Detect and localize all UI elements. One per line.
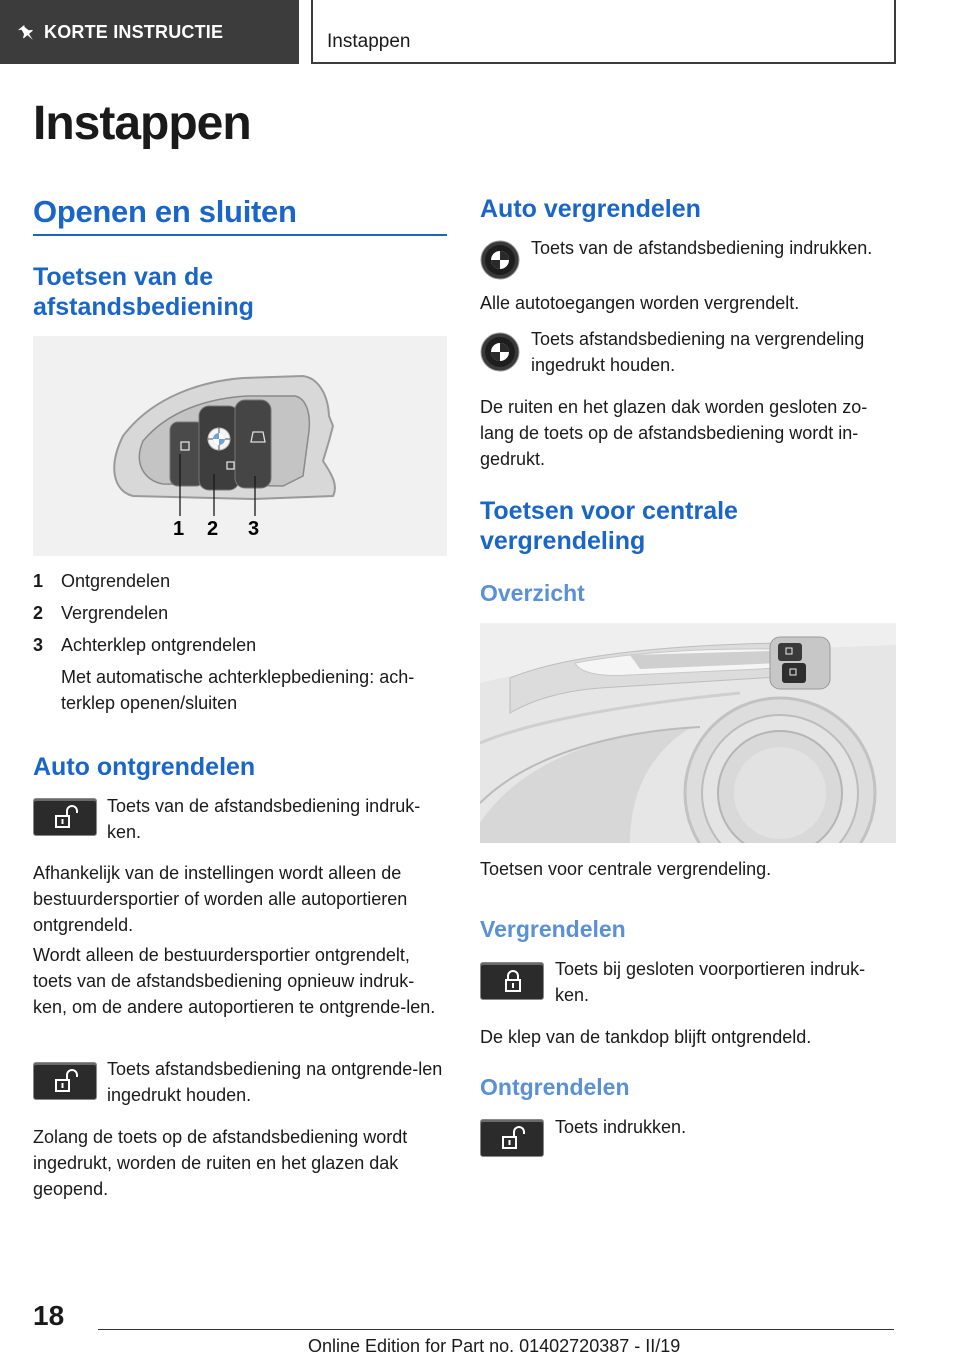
- footer-divider: [98, 1329, 894, 1330]
- unlock-text-2: Afhankelijk van de instellingen wordt alleen de bestuurdersportier of worden alle autoportieren ontgrendeld.: [33, 863, 408, 935]
- remote-keys-heading: Toetsen van de afstandsbediening: [33, 263, 254, 321]
- breadcrumb-label: Instappen: [327, 31, 411, 52]
- lock-key-icon: [480, 962, 544, 1000]
- remote-key-figure: [33, 336, 447, 556]
- figure-label-3: 3: [248, 518, 260, 540]
- list-num: 1: [33, 571, 44, 591]
- list-item: Vergrendelen: [61, 603, 169, 623]
- unlock-text-4: Toets afstandsbediening na ontgrende-len ingedrukt houden.: [107, 1059, 443, 1105]
- lock-text-2: Alle autotoegangen worden vergrendelt.: [480, 293, 800, 313]
- list-subtext: Met automatische achterklepbediening: ach-terklep openen/sluiten: [61, 667, 415, 713]
- central-lock-text-2: De klep van de tankdop blijft ontgrendeld.: [480, 1027, 812, 1047]
- page-number: 18: [33, 1300, 65, 1331]
- bmw-key-icon: [480, 240, 520, 280]
- list-item: Achterklep ontgrendelen: [61, 635, 257, 655]
- lock-heading: Auto vergrendelen: [480, 195, 701, 223]
- remote-key-illustration: [33, 336, 447, 556]
- lock-text-3: Toets afstandsbediening na vergrendeling ingedrukt houden.: [531, 329, 865, 375]
- unlock-subheading: Ontgrendelen: [480, 1074, 630, 1100]
- unlock-text-5: Zolang de toets op de afstandsbediening wordt ingedrukt, worden de ruiten en het glazen dak geopend.: [33, 1127, 408, 1199]
- list-item: Ontgrendelen: [61, 571, 171, 591]
- unlock-heading: Auto ontgrendelen: [33, 753, 256, 781]
- overview-heading: Overzicht: [480, 580, 585, 606]
- list-num: 2: [33, 603, 44, 623]
- lock-text-1: Toets van de afstandsbediening indrukken.: [531, 238, 873, 258]
- figure-label-2: 2: [207, 518, 219, 540]
- unlock-key-icon: [480, 1119, 544, 1157]
- list-num: 3: [33, 635, 44, 655]
- central-lock-text: Toets bij gesloten voorportieren indruk-ken.: [555, 959, 866, 1005]
- section-tab[interactable]: [0, 0, 299, 64]
- section-heading: Openen en sluiten: [33, 194, 297, 229]
- section-tab-label: KORTE INSTRUCTIE: [44, 21, 224, 42]
- unlock-text-3: Wordt alleen de bestuurdersportier ontgrendelt, toets van de afstandsbediening opnieuw indruk-ken, om de andere autoportieren te ontgrende-len.: [33, 945, 436, 1017]
- unlock-key-icon: [33, 798, 97, 836]
- edition-text: Online Edition for Part no. 01402720387 - II/19: [308, 1336, 681, 1356]
- door-panel-figure: [480, 623, 896, 843]
- breadcrumb: [311, 0, 896, 64]
- central-unlock-text: Toets indrukken.: [555, 1117, 687, 1137]
- section-divider: [33, 234, 447, 236]
- figure-label-1: 1: [173, 518, 185, 540]
- door-panel-illustration: [480, 623, 896, 843]
- unlock-key-icon: [33, 1062, 97, 1100]
- pushpin-icon: [16, 22, 38, 44]
- page-title: Instappen: [33, 97, 251, 150]
- lock-text-4: De ruiten en het glazen dak worden gesloten zo-lang de toets op de afstandsbediening wordt in-gedrukt.: [480, 397, 868, 469]
- bmw-key-icon: [480, 332, 520, 372]
- overview-caption: Toetsen voor centrale vergrendeling.: [480, 859, 772, 879]
- central-lock-heading: Toetsen voor centrale vergrendeling: [480, 497, 738, 555]
- unlock-text-1: Toets van de afstandsbediening indruk-ken.: [107, 796, 421, 842]
- lock-subheading: Vergrendelen: [480, 916, 626, 942]
